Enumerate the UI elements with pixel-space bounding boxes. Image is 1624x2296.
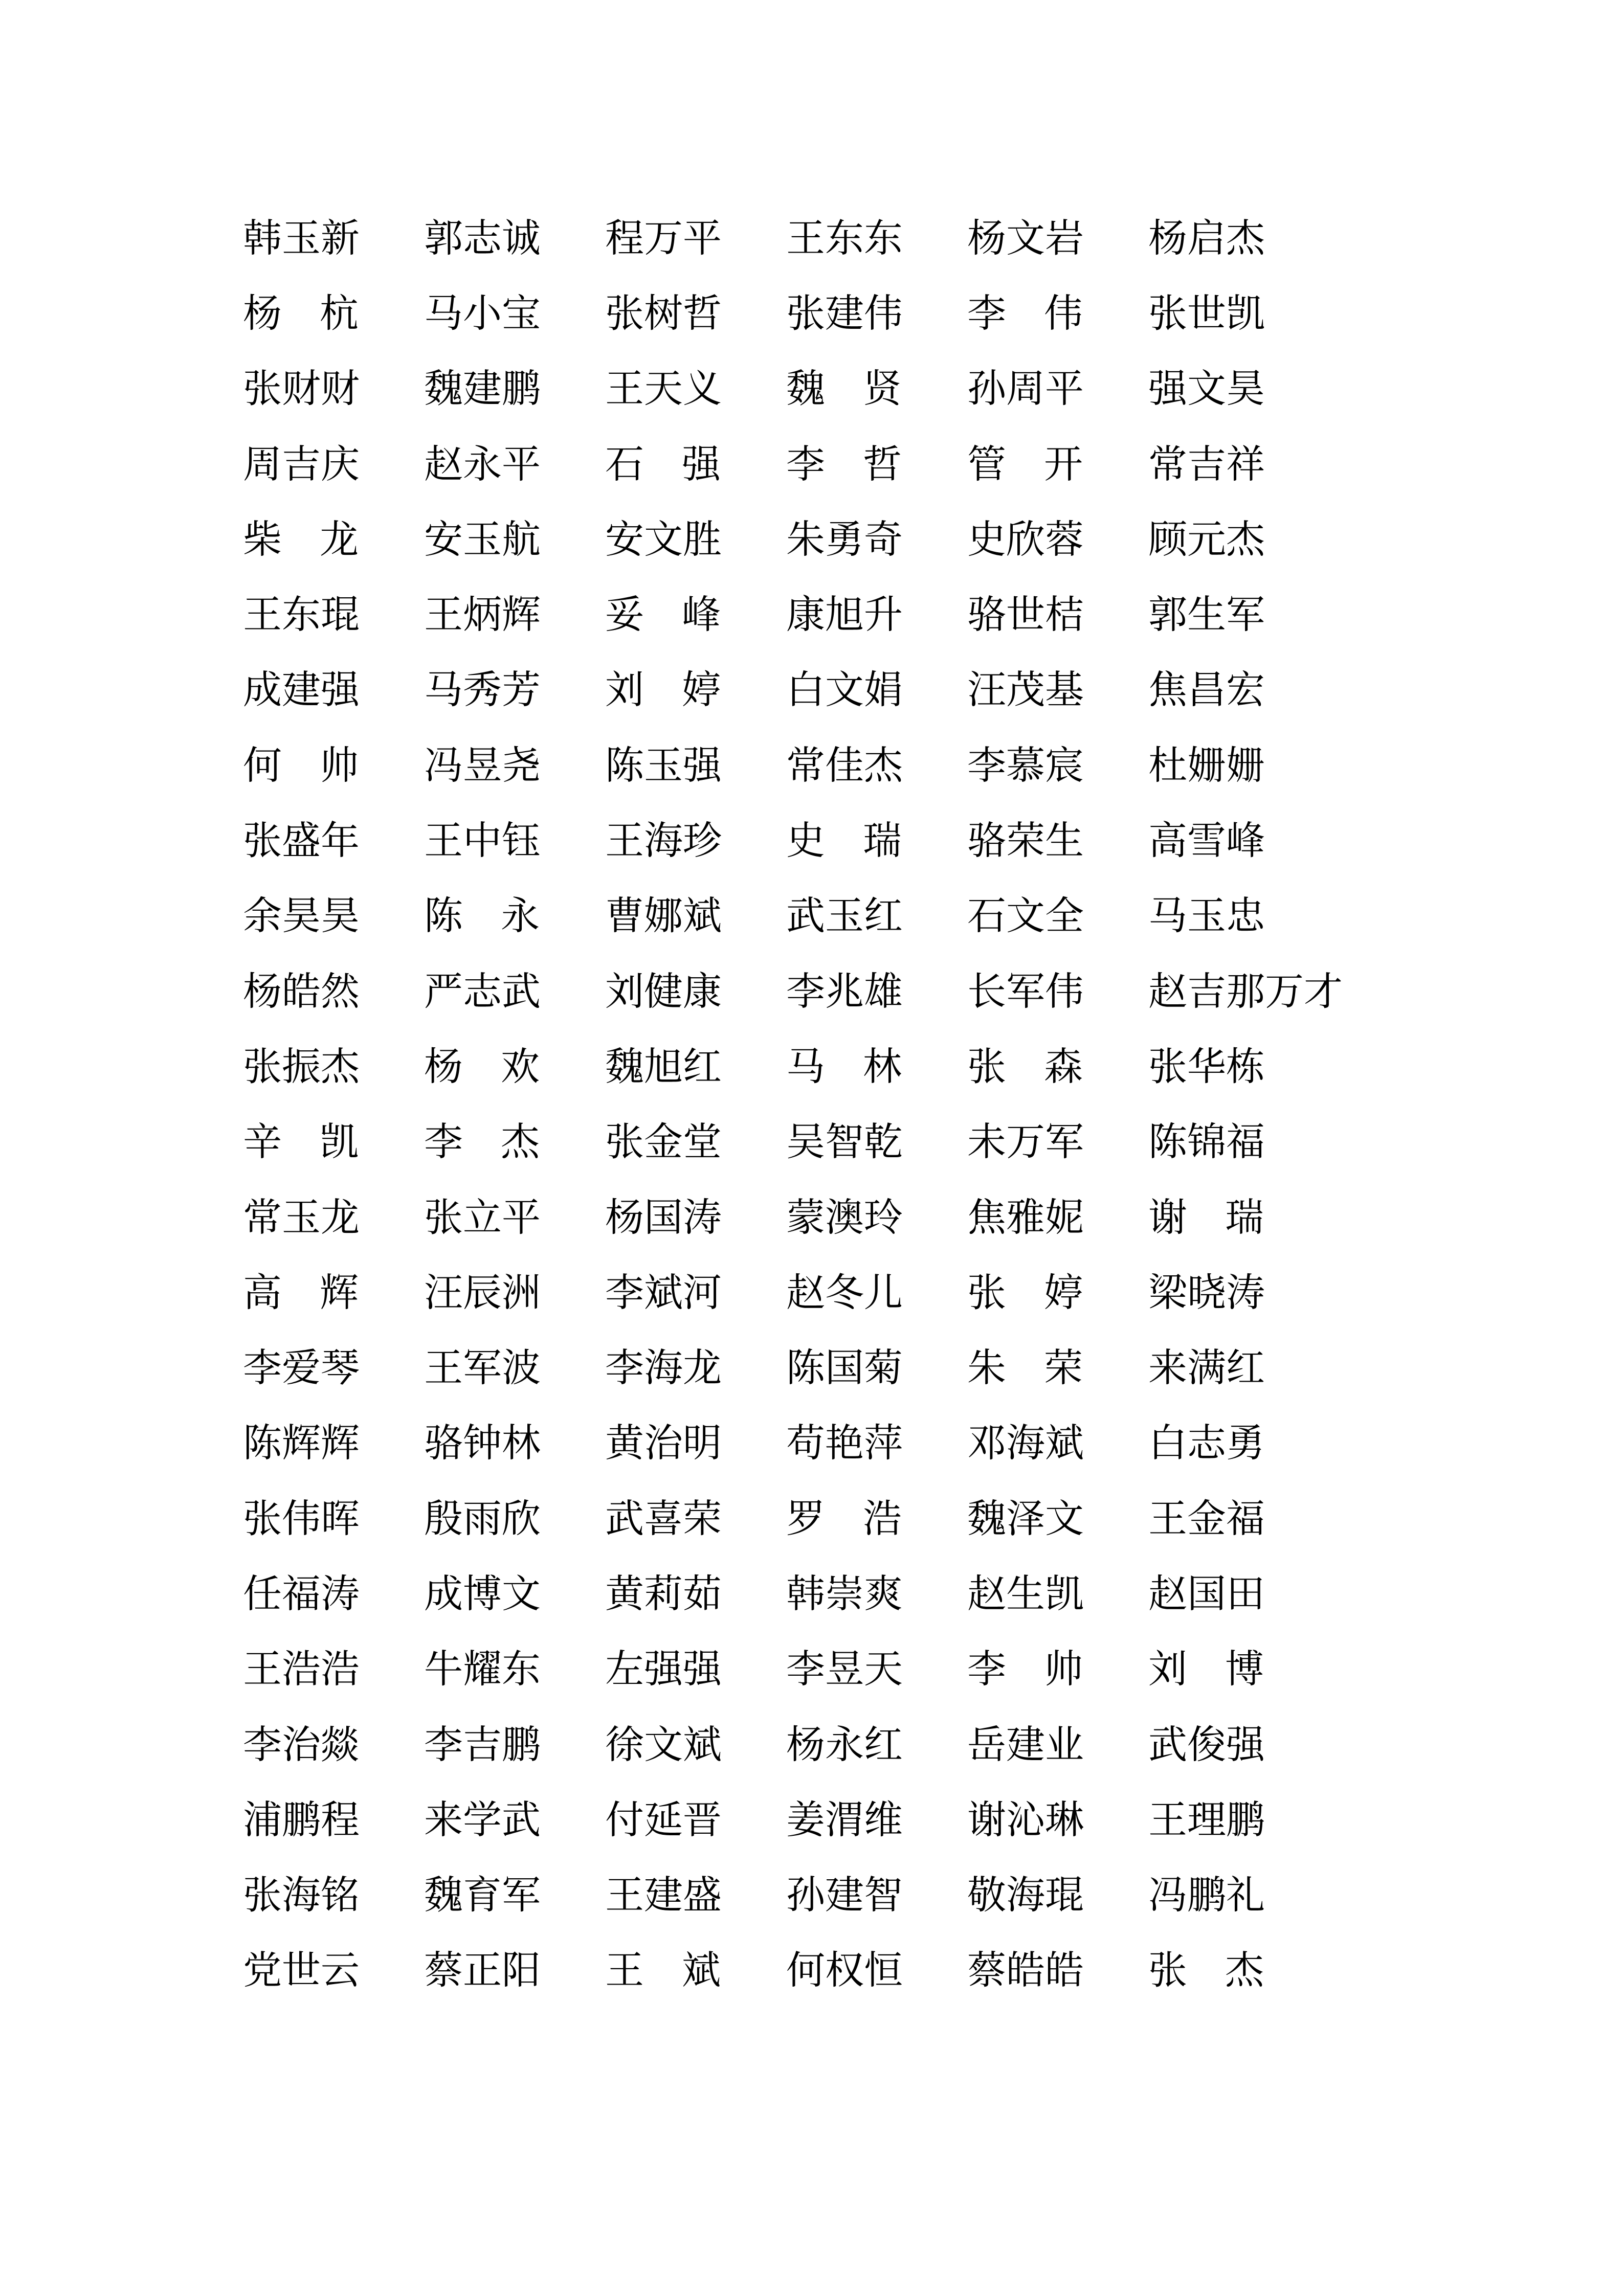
name: 何 帅	[243, 744, 359, 787]
name: 张 海 铭	[243, 1874, 360, 1918]
name: 姜 渭 维	[786, 1798, 903, 1842]
name: 马 秀 芳	[424, 669, 541, 712]
name-row	[243, 1406, 1343, 1481]
name: 刘 博	[1148, 1648, 1264, 1692]
name: 柴 龙	[243, 518, 359, 561]
name: 冯 昱 尧	[424, 744, 541, 787]
name: 魏 旭 红	[605, 1045, 722, 1089]
name-row	[243, 1331, 1343, 1406]
name: 苟 艳 萍	[786, 1422, 903, 1466]
name: 李 吉 鹏	[424, 1723, 541, 1767]
name: 杜 姗 姗	[1148, 744, 1265, 787]
name: 张 振 杰	[243, 1045, 360, 1089]
name: 左 强 强	[605, 1648, 722, 1692]
name-row	[243, 1105, 1343, 1180]
name-row	[243, 1029, 1343, 1105]
name: 常 佳 杰	[786, 744, 903, 787]
name: 赵 国 田	[1148, 1572, 1265, 1616]
name-row	[243, 954, 1343, 1029]
name: 安 文 胜	[605, 518, 722, 561]
name-row	[243, 427, 1343, 502]
name: 周 吉 庆	[243, 443, 360, 486]
name: 牛 耀 东	[424, 1648, 541, 1692]
name: 李 昱 天	[786, 1648, 903, 1692]
name: 黄 莉 茹	[605, 1572, 722, 1616]
name: 刘 婷	[605, 669, 721, 712]
name: 曹 娜 斌	[605, 895, 722, 938]
name-row	[243, 276, 1343, 351]
name-row	[243, 201, 1343, 276]
name: 白 文 娟	[786, 669, 903, 712]
name: 魏 建 鹏	[424, 368, 541, 411]
name: 张 金 堂	[605, 1121, 722, 1164]
name-row	[243, 1481, 1343, 1557]
name: 李 杰	[424, 1121, 540, 1164]
name: 赵 吉 那 万 才	[1148, 970, 1343, 1014]
name: 张 树 哲	[605, 292, 722, 335]
name: 赵 永 平	[424, 443, 541, 486]
name: 党 世 云	[243, 1949, 360, 1993]
name: 管 开	[967, 443, 1083, 486]
name-row	[243, 803, 1343, 879]
name-row	[243, 577, 1343, 652]
name: 陈 玉 强	[605, 744, 722, 787]
name: 辛 凯	[243, 1121, 359, 1164]
name: 杨 皓 然	[243, 970, 360, 1014]
name: 常 玉 龙	[243, 1196, 360, 1240]
name: 李 爱 琴	[243, 1347, 360, 1390]
name-row	[243, 1933, 1343, 2009]
name: 陈 国 菊	[786, 1347, 903, 1390]
name: 黄 治 明	[605, 1422, 722, 1466]
name: 陈 辉 辉	[243, 1422, 360, 1466]
name: 李 慕 宸	[967, 744, 1084, 787]
name: 王 中 钰	[424, 820, 541, 863]
name: 王 浩 浩	[243, 1648, 360, 1692]
name: 石 强	[605, 443, 721, 486]
name: 骆 荣 生	[967, 820, 1084, 863]
name: 赵 冬 儿	[786, 1271, 903, 1315]
name: 谢 沁 琳	[967, 1798, 1084, 1842]
name: 郭 志 诚	[424, 217, 541, 260]
name: 长 军 伟	[967, 970, 1084, 1014]
name: 魏 育 军	[424, 1874, 541, 1918]
name-row	[243, 1632, 1343, 1707]
name: 康 旭 升	[786, 594, 903, 637]
name: 任 福 涛	[243, 1572, 360, 1616]
name: 韩 崇 爽	[786, 1572, 903, 1616]
name: 蒙 澳 玲	[786, 1196, 903, 1240]
name: 高 雪 峰	[1148, 820, 1265, 863]
name: 王 海 珍	[605, 820, 722, 863]
name: 武 玉 红	[786, 895, 903, 938]
name: 杨 文 岩	[967, 217, 1084, 260]
name: 殷 雨 欣	[424, 1497, 541, 1541]
name: 李 伟	[967, 292, 1083, 335]
name: 王 理 鹏	[1148, 1798, 1265, 1842]
name: 焦 雅 妮	[967, 1196, 1084, 1240]
name: 焦 昌 宏	[1148, 669, 1265, 712]
name-row	[243, 1255, 1343, 1331]
name: 赵 生 凯	[967, 1572, 1084, 1616]
name: 孙 周 平	[967, 368, 1084, 411]
name: 李 斌 河	[605, 1271, 722, 1315]
name: 张 华 栋	[1148, 1045, 1265, 1089]
name: 梁 晓 涛	[1148, 1271, 1265, 1315]
name: 张 世 凯	[1148, 292, 1265, 335]
name: 妥 峰	[605, 594, 721, 637]
name: 冯 鹏 礼	[1148, 1874, 1265, 1918]
name: 汪 茂 基	[967, 669, 1084, 712]
name: 武 喜 荣	[605, 1497, 722, 1541]
name: 魏 泽 文	[967, 1497, 1084, 1541]
name: 蔡 正 阳	[424, 1949, 541, 1993]
name: 李 哲	[786, 443, 902, 486]
name: 常 吉 祥	[1148, 443, 1265, 486]
name: 石 文 全	[967, 895, 1084, 938]
name: 王 金 福	[1148, 1497, 1265, 1541]
name: 杨 启 杰	[1148, 217, 1265, 260]
name: 浦 鹏 程	[243, 1798, 360, 1842]
name: 孙 建 智	[786, 1874, 903, 1918]
name: 罗 浩	[786, 1497, 902, 1541]
name: 徐 文 斌	[605, 1723, 722, 1767]
name-row	[243, 502, 1343, 577]
name-row	[243, 1557, 1343, 1632]
name: 骆 钟 林	[424, 1422, 541, 1466]
name: 韩 玉 新	[243, 217, 360, 260]
name: 李 兆 雄	[786, 970, 903, 1014]
name: 张 婷	[967, 1271, 1083, 1315]
name: 陈 锦 福	[1148, 1121, 1265, 1164]
name: 顾 元 杰	[1148, 518, 1265, 561]
name: 汪 辰 洲	[424, 1271, 541, 1315]
name: 李 海 龙	[605, 1347, 722, 1390]
name: 李 帅	[967, 1648, 1083, 1692]
name-row	[243, 653, 1343, 728]
name: 岳 建 业	[967, 1723, 1084, 1767]
name: 王 军 波	[424, 1347, 541, 1390]
name: 王 天 义	[605, 368, 722, 411]
name: 蔡 皓 皓	[967, 1949, 1084, 1993]
name: 骆 世 桔	[967, 594, 1084, 637]
name: 强 文 昊	[1148, 368, 1265, 411]
name: 郭 生 军	[1148, 594, 1265, 637]
name: 张 立 平	[424, 1196, 541, 1240]
name: 李 治 燚	[243, 1723, 360, 1767]
name: 杨 国 涛	[605, 1196, 722, 1240]
name-row	[243, 1707, 1343, 1783]
name: 马 玉 忠	[1148, 895, 1265, 938]
name-row	[243, 728, 1343, 803]
name: 张 杰	[1148, 1949, 1264, 1993]
name-row	[243, 879, 1343, 954]
name: 王 东 琨	[243, 594, 360, 637]
name: 程 万 平	[605, 217, 722, 260]
name: 杨 欢	[424, 1045, 540, 1089]
name: 张 盛 年	[243, 820, 360, 863]
name: 安 玉 航	[424, 518, 541, 561]
name: 王 东 东	[786, 217, 903, 260]
name: 何 权 恒	[786, 1949, 903, 1993]
name: 朱 勇 奇	[786, 518, 903, 561]
name: 朱 荣	[967, 1347, 1083, 1390]
name: 来 满 红	[1148, 1347, 1265, 1390]
name: 谢 瑞	[1148, 1196, 1264, 1240]
name: 张 伟 晖	[243, 1497, 360, 1541]
name: 敬 海 琨	[967, 1874, 1084, 1918]
name-row	[243, 352, 1343, 427]
name-row	[243, 1783, 1343, 1858]
name: 史 瑞	[786, 820, 902, 863]
name-row	[243, 1858, 1343, 1933]
name: 马 小 宝	[424, 292, 541, 335]
name: 王 建 盛	[605, 1874, 722, 1918]
name: 付 延 晋	[605, 1798, 722, 1842]
name: 王 斌	[605, 1949, 721, 1993]
name-grid	[243, 201, 1343, 2009]
name: 严 志 武	[424, 970, 541, 1014]
name: 张 森	[967, 1045, 1083, 1089]
name: 魏 贤	[786, 368, 902, 411]
name: 来 学 武	[424, 1798, 541, 1842]
name: 杨 永 红	[786, 1723, 903, 1767]
name: 未 万 军	[967, 1121, 1084, 1164]
name: 张 财 财	[243, 368, 360, 411]
name: 史 欣 蓉	[967, 518, 1084, 561]
name: 陈 永	[424, 895, 540, 938]
name: 吴 智 乾	[786, 1121, 903, 1164]
name: 刘 健 康	[605, 970, 722, 1014]
name: 马 林	[786, 1045, 902, 1089]
name: 杨 杭	[243, 292, 359, 335]
name: 白 志 勇	[1148, 1422, 1265, 1466]
name: 邓 海 斌	[967, 1422, 1084, 1466]
name: 高 辉	[243, 1271, 359, 1315]
name: 余 昊 昊	[243, 895, 360, 938]
name: 成 博 文	[424, 1572, 541, 1616]
name: 张 建 伟	[786, 292, 903, 335]
name: 武 俊 强	[1148, 1723, 1265, 1767]
name: 成 建 强	[243, 669, 360, 712]
name-row	[243, 1180, 1343, 1255]
name: 王 炳 辉	[424, 594, 541, 637]
